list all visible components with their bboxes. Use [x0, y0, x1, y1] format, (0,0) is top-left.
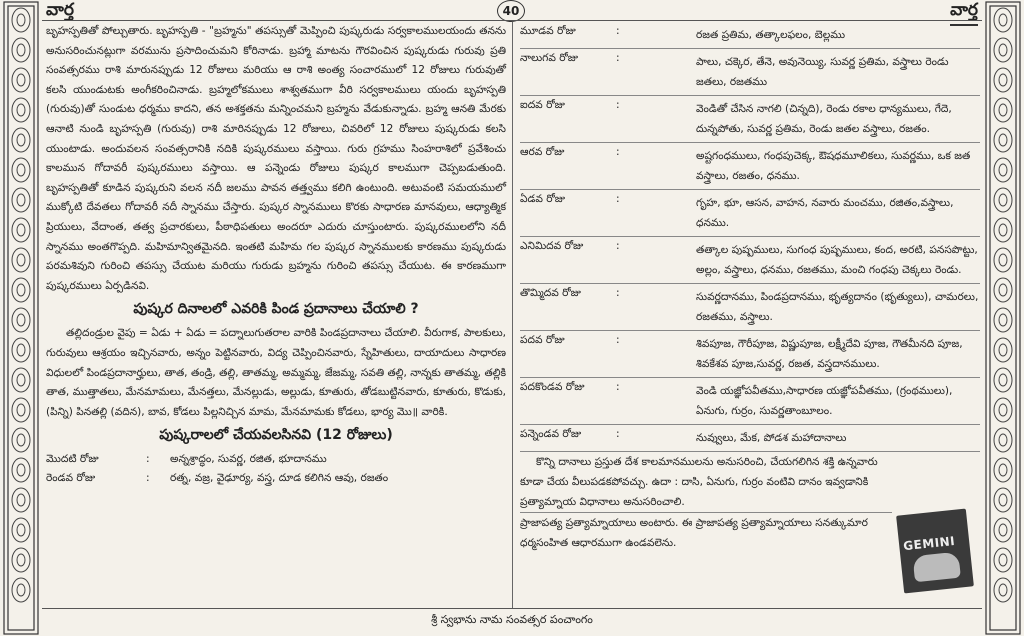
border-knot-inner — [999, 14, 1007, 26]
border-knot — [994, 338, 1012, 362]
border-knot — [994, 398, 1012, 422]
note-paragraph: కొన్ని దానాలు ప్రస్తుత దేశ కాలమానములను అనుసరించి, చేయగలిగిన శక్తి ఉన్నవారు కూడా చేయ వీలుపడకపోవచ్చు. ఉదా : దాసి, ఏనుగు, గుర్రం వంటివి దానం ఇవ్వడానికి ప్రత్యామ్నాయ విధానాలు అనుసరించాలి. — [520, 456, 878, 508]
border-knot-inner — [17, 494, 25, 506]
day-name: రెండవ రోజు — [46, 472, 96, 485]
border-knot — [994, 8, 1012, 32]
day-name: తొమ్మిదవ రోజు — [520, 287, 581, 299]
border-knot-inner — [999, 524, 1007, 536]
border-knot — [994, 68, 1012, 92]
border-knot — [12, 428, 30, 452]
border-knot-inner — [17, 554, 25, 566]
border-knot-inner — [999, 464, 1007, 476]
border-knot — [12, 368, 30, 392]
border-knot-inner — [999, 434, 1007, 446]
border-knot-inner — [999, 164, 1007, 176]
border-knot — [12, 458, 30, 482]
border-knot — [994, 128, 1012, 152]
day-items: శివపూజ, గౌరీపూజ, విష్ణుపూజ, లక్ష్మీదేవి పూజ, గౌతమీనది పూజ, శివకేశవ పూజ,సువర్ణ, రజత, వస్త్రదానములు. — [696, 338, 963, 370]
border-knot — [12, 188, 30, 212]
page-footer: శ్రీ స్వభాను నామ సంవత్సర పంచాంగం — [42, 608, 982, 631]
border-knot — [12, 218, 30, 242]
day-items: రత్న, వజ్ర, వైఢూర్య, వస్త్ర, దూడ కలిగిన ఆవు, రజతం — [170, 472, 389, 485]
border-knot-inner — [999, 404, 1007, 416]
border-knot-inner — [999, 554, 1007, 566]
day-row — [520, 237, 980, 284]
day-row — [46, 469, 506, 488]
right-column — [520, 22, 980, 553]
day-row — [520, 22, 980, 49]
day-items: సువర్ణదానము, పిండప్రదానము, భృత్యదానం (భృత్యులు), చామరలు, రజతము, వస్త్రాలు. — [696, 291, 979, 323]
day-row — [520, 190, 980, 237]
border-knot-inner — [17, 524, 25, 536]
day-row — [520, 284, 980, 331]
border-knot — [994, 188, 1012, 212]
border-knot-inner — [999, 134, 1007, 146]
border-knot — [994, 368, 1012, 392]
border-knot — [994, 248, 1012, 272]
border-knot-inner — [17, 224, 25, 236]
border-knot-inner — [17, 344, 25, 356]
header-divider — [42, 20, 982, 21]
day-row — [520, 331, 980, 378]
border-knot — [12, 488, 30, 512]
border-knot — [12, 128, 30, 152]
border-knot — [12, 338, 30, 362]
left-ornamental-border — [0, 0, 42, 636]
day-name: మూడవ రోజు — [520, 25, 576, 37]
border-knot — [994, 38, 1012, 62]
intro-paragraph: బృహస్పతితో పోల్చుతారు. బృహస్పతి - "బ్రహ్మను" తపస్సుతో మెప్పించి పుష్కరుడు సర్వకాలములయందు తనను అనుసరించునట్లుగా వరమును ప్రసాదించుమని కోరినాడు. బ్రహ్మా మాటను గౌరవించిన పుష్కరుడు గురువు ప్రతి సంవత్సరము రాశి మారునప్పుడు 12 రోజులు మరియు ఆ రాశి అంత్య సంచారములో 12 రోజులు గురువుతో కలసి యుండుటకు అంగీకరించినాడు. బ్రహ్మలోకములు శాశ్వతముగా వీరి సర్వకాలములు యందు బృహస్పతి (గురువు)తో సుండుట ధర్మము కాదని, తన అశక్తతను మన్నించమని బ్రహ్మను వేడుకున్నాడు. బ్రహ్మ ఆనతి మేరకు ఆనాటి నుండి బృహస్పతి (గురువు) రాశి మారినప్పుడు 12 రోజులు, చివరిలో 12 రోజులు పుష్కరుడు కలసి యుంటాడు. అందువలన సంవత్సరానికి నదికి పుష్కరములు వస్తాయి. గురు గ్రహము సింహరాశిలో ప్రవేశించు కాలమున గోదావరీ పుష్కరములు వస్తాయి. ఆ పన్నెండు రోజులు పుష్కర కాలముగా చెప్పబడుతుంది. బృహస్పతితో కూడిన పుష్కరుని వలన నదీ జలము పావన తత్త్వము కలిగి ఉంటుంది. అటువంటి సమయములో ముక్కోటి దేవతలు గోదావరీ నదీ స్నానము చేస్తారు. పుష్కర స్నానములు కొరకు సాధారణ మానవులు, ఆధ్యాత్మిక ప్రియులు, వేదాంత, తత్వ ప్రచారకులు, పీఠాధిపతులు అందరూ ఎదురు చూస్తుంటారు. పుష్కరములలోని నదీ స్నానము అంతగొప్పది. మహిమాన్వితమైనది. ఇంతటి మహిమ గల పుష్కర స్నానములకు కారణము పుష్కరుడు పరమశివుని గురించి తపస్సు చేయుట మరియు గురుడు బ్రహ్మను గురించి తపస్సు చేయుట. ఈ కారణముగా పుష్కరములు ఏర్పడినవి. — [46, 25, 506, 292]
border-knot-inner — [999, 344, 1007, 356]
border-knot — [12, 398, 30, 422]
note-paragraph: ప్రాజాపత్య ప్రత్యామ్నాయాలు అంటారు. ఈ ప్రాజాపత్య ప్రత్యామ్నాయాలు సనత్కుమార ధర్మసంహిత ఆధారముగా ఉండవలెను. — [520, 512, 892, 553]
day-items: అన్నశ్రాద్ధం, సువర్ణ, రజిత, భూదానము — [170, 453, 327, 466]
border-knot-inner — [17, 134, 25, 146]
page-header — [42, 0, 982, 22]
pinda-paragraph: తల్లిదండ్రుల వైపు = ఏడు + ఏడు = పద్నాలుగుతరాల వారికి పిండప్రదానాలు చేయాలి. వీరుగాక, పాలకులు, గురువులు ఆశ్రయం ఇచ్చినవారు, అన్నం పెట్టినవారు, విద్య చెప్పించినవారు, స్నేహితులు, దాయాదులు సాధారణ విధులలో పిండప్రదానార్హులు, తాత, తండ్రి, తల్లి, తాతమ్మ, అమ్మమ్మ, జేజమ్మ, సవతి తల్లి, నాన్నకు తాతమ్మ, తల్లికి తాత, ముత్తాతలు, మేనమామలు, మేనత్తలు, మేనల్లుడు, అల్లుడు, కూతురు, తోడబుట్టినవారు, కూతురు, కొడుకు, (పిన్ని) పినతల్లి (వదిన), బావ, కోడలు పిల్లనిచ్చిన మామ, మేనమామకు కోడలు, భార్య మొ॥ వారికి. — [46, 327, 506, 418]
border-knot — [994, 98, 1012, 122]
newspaper-logo-left: వార్త — [46, 0, 74, 20]
border-knot — [12, 98, 30, 122]
border-knot — [12, 278, 30, 302]
day-name: పదకొండవ రోజు — [520, 381, 585, 393]
day-name: ఆరవ రోజు — [520, 146, 565, 158]
border-knot-inner — [17, 104, 25, 116]
day-items: రజత ప్రతిమ, తత్కాలఫలం, బెల్లము — [696, 29, 846, 41]
gemini-product-image — [896, 509, 974, 594]
border-knot-inner — [17, 44, 25, 56]
day-row — [520, 143, 980, 190]
column-divider — [512, 22, 513, 608]
day-name: ఐదవ రోజు — [520, 99, 565, 111]
border-knot-inner — [17, 194, 25, 206]
border-knot-inner — [999, 314, 1007, 326]
border-knot-inner — [999, 74, 1007, 86]
day-colon: : — [616, 52, 620, 64]
day-name: పదవ రోజు — [520, 334, 565, 346]
day-items: గృహ, భూ, ఆసన, వాహన, నవారు మంచము, రజితం,వస్త్రాలు, ధనము. — [696, 197, 954, 229]
border-knot-inner — [999, 284, 1007, 296]
border-knot — [994, 458, 1012, 482]
border-knot — [12, 248, 30, 272]
day-items: అష్టగంధములు, గంధపుచెక్క, ఔషధమూలికలు, సువర్ణము, ఒక జత వస్త్రాలు, రజతం, ధనము. — [696, 150, 971, 182]
border-knot-inner — [999, 254, 1007, 266]
border-knot — [12, 68, 30, 92]
border-knot-inner — [999, 584, 1007, 596]
day-colon: : — [616, 240, 620, 252]
border-knot-inner — [17, 284, 25, 296]
border-knot — [994, 218, 1012, 242]
border-knot-inner — [999, 374, 1007, 386]
border-knot — [994, 578, 1012, 602]
border-knot — [994, 308, 1012, 332]
day-colon: : — [146, 453, 150, 466]
day-row — [520, 96, 980, 143]
day-items: నువ్వులు, మేక, పోడశ మహాదానాలు — [696, 432, 847, 444]
page-number: 40 — [497, 0, 525, 22]
day-items: తత్కాల పుష్పములు, సుగంధ పుష్పములు, కంద, అరటి, పనసపొట్టు, అల్లం, వస్త్రాలు, ధనము, రజతము, మంచి గంధపు చెక్కలు రెండు. — [696, 244, 978, 276]
day-items: పాలు, చక్కెర, తేనె, అవునెయ్యి, సువర్ణ ప్రతిమ, వస్త్రాలు రెండు జతలు, రజతము — [696, 56, 949, 88]
border-knot — [994, 428, 1012, 452]
border-knot-inner — [17, 314, 25, 326]
day-row — [46, 450, 506, 469]
elephant-icon — [912, 552, 960, 583]
day-colon: : — [616, 146, 620, 158]
section-heading-pinda: పుష్కర దినాలలో ఎవరికి పిండ ప్రదానాలు చేయాలి ? — [133, 301, 419, 318]
product-label: GEMINI — [902, 533, 956, 554]
section-heading-12-days: పుష్కరాలలో చేయవలసినవి (12 రోజులు) — [159, 427, 393, 444]
day-colon: : — [616, 381, 620, 393]
border-knot — [994, 158, 1012, 182]
left-column — [46, 22, 506, 488]
day-colon: : — [616, 287, 620, 299]
border-knot — [994, 518, 1012, 542]
border-knot-inner — [999, 224, 1007, 236]
border-knot — [12, 158, 30, 182]
right-ornamental-border — [982, 0, 1024, 636]
border-knot-inner — [17, 254, 25, 266]
border-knot — [12, 548, 30, 572]
day-colon: : — [616, 334, 620, 346]
border-knot-inner — [999, 494, 1007, 506]
border-knot — [12, 578, 30, 602]
border-knot-inner — [999, 44, 1007, 56]
day-colon: : — [616, 193, 620, 205]
day-name: మొదటి రోజు — [46, 453, 99, 466]
border-knot — [12, 308, 30, 332]
day-colon: : — [146, 472, 150, 485]
border-knot-inner — [999, 104, 1007, 116]
border-knot — [12, 518, 30, 542]
border-knot — [12, 38, 30, 62]
border-knot-inner — [17, 374, 25, 386]
border-knot-inner — [17, 464, 25, 476]
day-colon: : — [616, 99, 620, 111]
border-knot-inner — [17, 584, 25, 596]
border-knot-inner — [999, 194, 1007, 206]
border-knot-inner — [17, 164, 25, 176]
border-knot — [994, 488, 1012, 512]
day-items: వెండితో చేసిన నాగలి (చిన్నది), రెండు రకాల ధాన్యములు, గేదె, దున్నపోతు, సువర్ణ ప్రతిమ, రెండు జతల వస్త్రాలు, రజతం. — [696, 103, 952, 135]
border-knot — [12, 8, 30, 32]
day-row — [520, 49, 980, 96]
border-knot-inner — [17, 434, 25, 446]
day-name: ఎనిమిదవ రోజు — [520, 240, 584, 252]
border-knot-inner — [17, 14, 25, 26]
day-name: పన్నెండవ రోజు — [520, 428, 582, 440]
day-row — [520, 425, 980, 452]
day-colon: : — [616, 428, 620, 440]
day-name: ఏడవ రోజు — [520, 193, 566, 205]
day-colon: : — [616, 25, 620, 37]
newspaper-logo-right: వార్త — [950, 0, 978, 26]
day-row — [520, 378, 980, 425]
border-knot-inner — [17, 74, 25, 86]
day-items: వెండి యజ్ఞోపవీతము,సాధారణ యజ్ఞోపవీతము, (గ్రంథములు), ఏనుగు, గుర్రం, సువర్ణతాంబూలం. — [696, 385, 953, 417]
border-knot — [994, 278, 1012, 302]
border-knot-inner — [17, 404, 25, 416]
border-knot — [994, 548, 1012, 572]
day-name: నాలుగవ రోజు — [520, 52, 579, 64]
